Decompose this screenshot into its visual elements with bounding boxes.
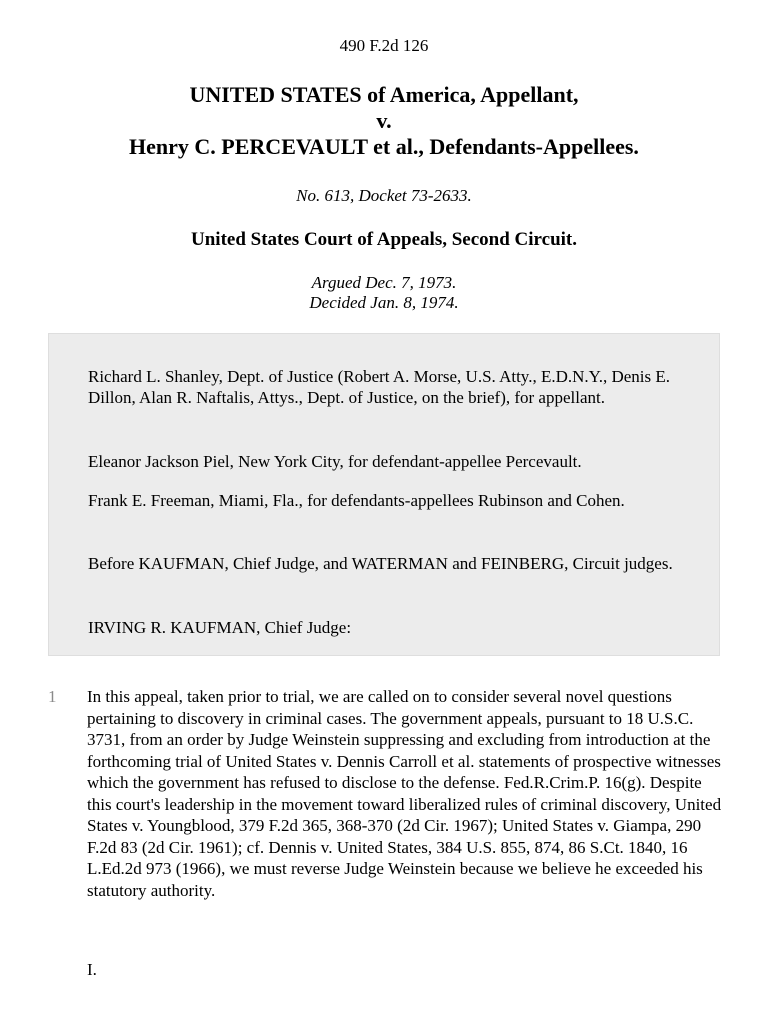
appellee-party: Henry C. PERCEVAULT et al., Defendants-Appellees. (129, 134, 639, 159)
case-caption (0, 82, 768, 160)
counsel-appellee-percevault: Eleanor Jackson Piel, New York City, for defendant-appellee Percevault. (88, 452, 582, 471)
appellant-party: UNITED STATES of America, Appellant, (189, 82, 579, 107)
opinion-paragraph: In this appeal, taken prior to trial, we are called on to consider several novel questions pertaining to discovery in criminal cases. The government appeals, pursuant to 18 U.S.C. 3731, from an order by Judge Weinstein suppressing and excluding from introduction at the forthcoming trial of United States v. Dennis Carroll et al. statements of prospective witnesses which the government has refused to disclose to the defense. Fed.R.Crim.P. 16(g). Despite this court's leadership in the movement toward liberalized rules of criminal discovery, United States v. Youngblood, 379 F.2d 365, 368-370 (2d Cir. 1967); United States v. Giampa, 290 F.2d 83 (2d Cir. 1961); cf. Dennis v. United States, 384 U.S. 855, 874, 86 S.Ct. 1840, 16 L.Ed.2d 973 (1966), we must reverse Judge Weinstein because we believe he exceeded his statutory authority. (87, 687, 722, 900)
case-dates (0, 273, 768, 313)
case-citation: 490 F.2d 126 (339, 36, 429, 55)
court-name: United States Court of Appeals, Second Circuit. (191, 229, 577, 250)
docket-number: No. 613, Docket 73-2633. (296, 186, 472, 205)
decided-date: Decided Jan. 8, 1974. (309, 293, 459, 312)
counsel-panel (48, 333, 720, 656)
argued-date: Argued Dec. 7, 1973. (311, 273, 457, 292)
section-heading: I. (87, 960, 97, 979)
counsel-appellant: Richard L. Shanley, Dept. of Justice (Robert A. Morse, U.S. Atty., E.D.N.Y., Denis E. Dillon, Alan R. Naftalis, Attys., Dept. of Justice, on the brief), for appellant. (88, 367, 671, 407)
versus-label: v. (376, 108, 392, 133)
panel-judges: Before KAUFMAN, Chief Judge, and WATERMAN and FEINBERG, Circuit judges. (88, 554, 673, 573)
opinion-author: IRVING R. KAUFMAN, Chief Judge: (88, 618, 352, 637)
paragraph-number: 1 (48, 687, 57, 706)
counsel-appellees-rubinson-cohen: Frank E. Freeman, Miami, Fla., for defendants-appellees Rubinson and Cohen. (88, 491, 625, 510)
